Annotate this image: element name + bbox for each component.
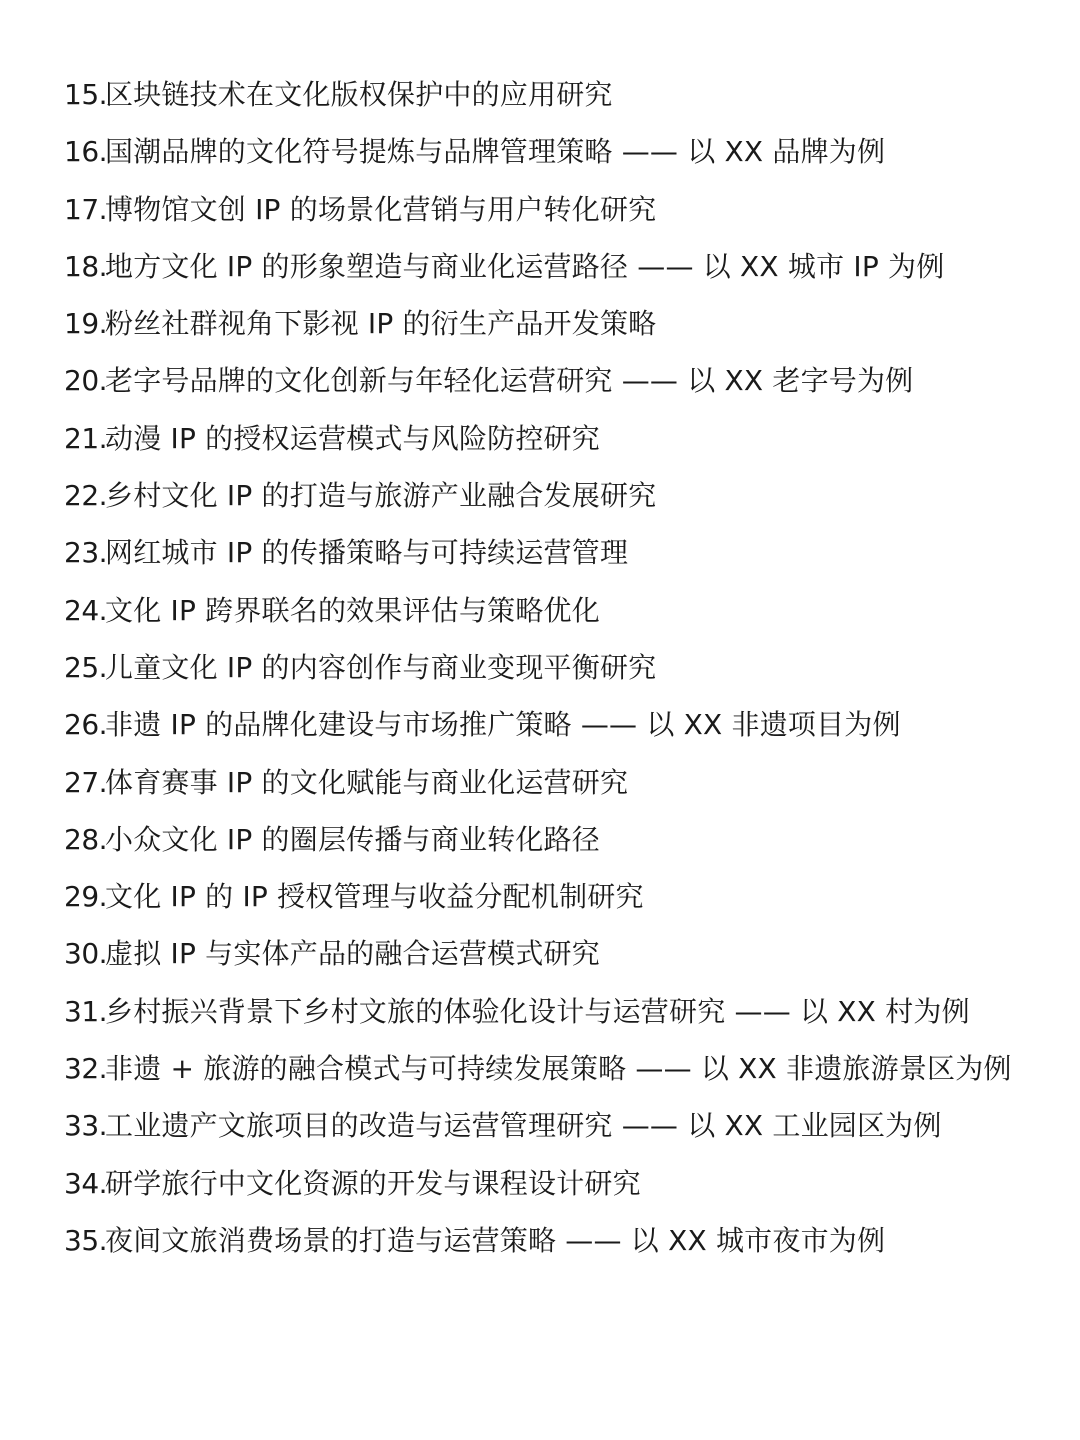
item-text: 体育赛事 IP 的文化赋能与商业化运营研究	[105, 765, 629, 799]
list-item	[64, 811, 1024, 868]
list-item	[64, 696, 1024, 753]
item-number: 23.	[64, 536, 108, 570]
item-text: 研学旅行中文化资源的开发与课程设计研究	[105, 1166, 641, 1200]
item-number: 28.	[64, 822, 108, 856]
list-item	[64, 1097, 1024, 1154]
item-text: 网红城市 IP 的传播策略与可持续运营管理	[105, 536, 629, 570]
item-text: 乡村振兴背景下乡村文旅的体验化设计与运营研究 —— 以 XX 村为例	[105, 994, 970, 1028]
item-number: 17.	[64, 192, 108, 226]
item-number: 31.	[64, 994, 108, 1028]
item-number: 27.	[64, 765, 108, 799]
item-number: 30.	[64, 937, 108, 971]
list-item	[64, 983, 1024, 1040]
list-item	[64, 123, 1024, 180]
item-text: 夜间文旅消费场景的打造与运营策略 —— 以 XX 城市夜市为例	[105, 1223, 886, 1257]
item-number: 24.	[64, 593, 108, 627]
item-text: 老字号品牌的文化创新与年轻化运营研究 —— 以 XX 老字号为例	[105, 364, 914, 398]
list-item	[64, 66, 1024, 123]
item-text: 文化 IP 的 IP 授权管理与收益分配机制研究	[105, 880, 644, 914]
item-number: 21.	[64, 421, 108, 455]
list-item	[64, 639, 1024, 696]
item-number: 15.	[64, 78, 108, 111]
list-item	[64, 1155, 1024, 1212]
item-text: 动漫 IP 的授权运营模式与风险防控研究	[105, 421, 600, 455]
item-text: 工业遗产文旅项目的改造与运营管理研究 —— 以 XX 工业园区为例	[105, 1109, 942, 1143]
topic-list	[64, 66, 1024, 1269]
item-number: 32.	[64, 1052, 108, 1086]
item-number: 22.	[64, 479, 108, 513]
list-item	[64, 754, 1024, 811]
item-text: 小众文化 IP 的圈层传播与商业转化路径	[105, 822, 600, 856]
list-item	[64, 925, 1024, 982]
item-text: 文化 IP 跨界联名的效果评估与策略优化	[105, 593, 600, 627]
item-text: 儿童文化 IP 的内容创作与商业变现平衡研究	[105, 650, 657, 684]
list-item	[64, 582, 1024, 639]
item-number: 34.	[64, 1166, 108, 1200]
item-number: 18.	[64, 249, 108, 283]
item-number: 26.	[64, 708, 108, 742]
item-number: 29.	[64, 880, 108, 914]
list-item	[64, 1212, 1024, 1269]
item-number: 20.	[64, 364, 108, 398]
item-text: 非遗 IP 的品牌化建设与市场推广策略 —— 以 XX 非遗项目为例	[105, 708, 901, 742]
item-number: 16.	[64, 135, 108, 169]
item-text: 粉丝社群视角下影视 IP 的衍生产品开发策略	[105, 307, 657, 341]
item-number: 33.	[64, 1109, 108, 1143]
list-item	[64, 181, 1024, 238]
item-number: 19.	[64, 307, 108, 341]
list-item	[64, 467, 1024, 524]
item-number: 35.	[64, 1223, 108, 1257]
list-item	[64, 238, 1024, 295]
list-item	[64, 868, 1024, 925]
item-text: 博物馆文创 IP 的场景化营销与用户转化研究	[105, 192, 657, 226]
item-text: 虚拟 IP 与实体产品的融合运营模式研究	[105, 937, 600, 971]
item-text: 地方文化 IP 的形象塑造与商业化运营路径 —— 以 XX 城市 IP 为例	[105, 249, 945, 283]
item-text: 乡村文化 IP 的打造与旅游产业融合发展研究	[105, 479, 657, 513]
list-item	[64, 295, 1024, 352]
list-item	[64, 352, 1024, 409]
list-item	[64, 410, 1024, 467]
item-text: 非遗 + 旅游的融合模式与可持续发展策略 —— 以 XX 非遗旅游景区为例	[105, 1052, 1012, 1086]
item-text: 国潮品牌的文化符号提炼与品牌管理策略 —— 以 XX 品牌为例	[105, 135, 886, 169]
list-item	[64, 1040, 1024, 1097]
item-text: 区块链技术在文化版权保护中的应用研究	[105, 78, 613, 111]
item-number: 25.	[64, 650, 108, 684]
list-item	[64, 524, 1024, 581]
